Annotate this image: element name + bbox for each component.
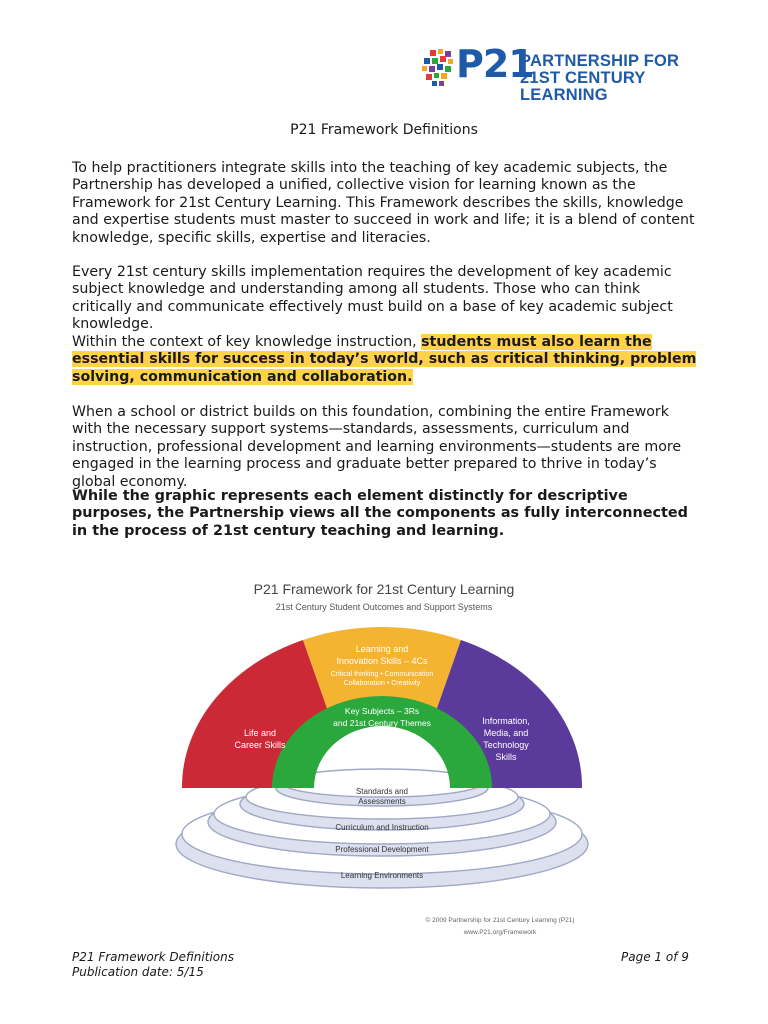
document-title: P21 Framework Definitions [290,122,478,138]
label-info-line-2: Media, and [483,728,529,738]
label-learn-line-1: Learning and [355,644,409,654]
p21-framework-graphic [172,576,596,942]
figure-url: www.P21.org/Framework [463,929,537,936]
footer-page-number: Page 1 of 9 [621,950,689,964]
p21-logo [420,42,710,104]
label-key-line-1: Key Subjects – 3Rs [344,706,420,716]
label-info-line-1: Information, [482,716,530,726]
figure-copyright: © 2009 Partnership for 21st Century Learning (P21) [425,917,575,924]
label-standards-line-1: Standards and [355,787,409,796]
label-info-line-3: Technology [483,740,529,750]
highlighted-text: students must also learn the essential skills for success in today’s world, such as critical thinking, problem solving, communication and collaboration. [72,334,697,385]
paragraph-lead: Within the context of key knowledge instruction, [72,334,422,350]
paragraph-implementation: Every 21st century skills implementation requires the development of key academic subject knowledge and understanding among all students. Those who can think critically and communicate effectively must build on a base of key academic subject knowledge. [72,264,673,333]
label-standards-line-2: Assessments [358,797,406,806]
footer-title: P21 Framework Definitions [72,950,234,964]
figure-subtitle: 21st Century Student Outcomes and Support Systems [275,602,493,612]
label-key-line-2: and 21st Century Themes [333,718,431,728]
label-life-line-1: Life and [243,728,277,738]
logo-line-2: 21ST CENTURY LEARNING [520,69,646,104]
paragraph-intro: To help practitioners integrate skills into the teaching of key academic subjects, the Partnership has developed a unified, collective vision for learning known as the Framework for 21st Century Learning. This Framework describes the skills, knowledge and expertise students must master to succeed in work and life; it is a blend of content knowledge, specific skills, expertise and literacies. [72,160,695,246]
logo-line-1: PARTNERSHIP FOR [520,52,680,70]
footer-left [72,950,234,980]
label-learn-line-3: Critical thinking • Communication [330,671,434,678]
label-learn-line-2: Innovation Skills – 4Cs [336,656,428,666]
label-info-line-4: Skills [495,752,517,762]
logo-mark: P21 [456,42,534,86]
label-curriculum: Curriculum and Instruction [335,823,429,832]
label-professional: Professional Development [335,845,429,854]
label-learn-line-4: Collaboration • Creativity [343,680,421,687]
footer-pubdate: Publication date: 5/15 [72,965,204,979]
paragraph-key-knowledge [72,334,702,386]
paragraph-foundation: When a school or district builds on this foundation, combining the entire Framework with the necessary support systems—standards, assessments, curriculum and instruction, professional development and learning environments—students are more engaged in the learning process and graduate better prepared to thrive in today’s global economy. [72,404,682,490]
figure-title: P21 Framework for 21st Century Learning [253,581,515,597]
logo-wordmark [520,53,710,104]
label-life-line-2: Career Skills [234,740,286,750]
label-environments: Learning Environments [340,871,424,880]
paragraph-interconnected: While the graphic represents each element distinctly for descriptive purposes, the Partnership views all the components as fully interconnected in the process of 21st century teaching and learning. [72,488,688,539]
